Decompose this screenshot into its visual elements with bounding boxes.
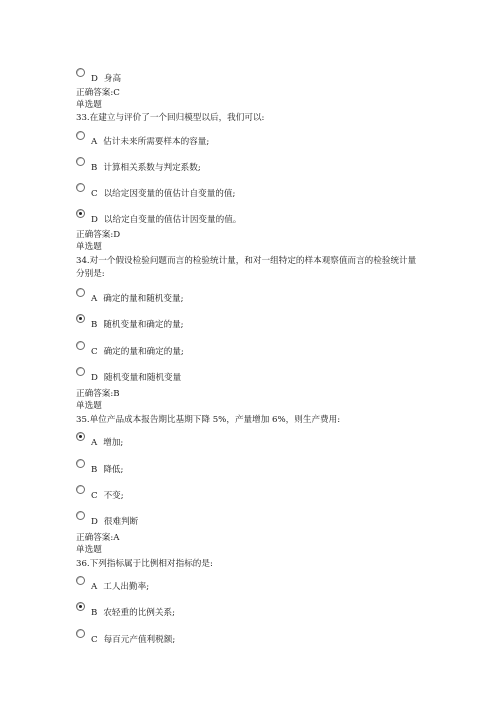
correct-answer: 正确答案:A [76, 533, 120, 543]
option-text: 降低; [103, 465, 124, 475]
radio-button[interactable] [76, 288, 85, 297]
option-letter: D [91, 373, 98, 383]
question-type: 单选题 [76, 242, 102, 252]
option-letter: A [91, 438, 98, 448]
radio-button[interactable] [76, 629, 85, 638]
option-letter: A [91, 137, 98, 147]
radio-button-selected[interactable] [76, 314, 85, 323]
radio-button[interactable] [76, 485, 85, 494]
option-letter: B [91, 320, 98, 330]
option-letter: B [91, 163, 98, 173]
radio-button[interactable] [76, 576, 85, 585]
question-text: 33.在建立与评价了一个回归模型以后，我们可以: [76, 113, 265, 123]
question-type: 单选题 [76, 100, 102, 110]
option-text: 计算相关系数与判定系数; [103, 163, 201, 173]
radio-button-selected[interactable] [76, 209, 85, 218]
question-text: 35.单位产品成本报告期比基期下降 5%，产量增加 6%，则生产费用: [76, 415, 341, 425]
correct-answer: 正确答案:C [76, 88, 120, 98]
option-letter: A [91, 582, 98, 592]
option-text: 以给定自变量的值估计因变量的值。 [103, 215, 242, 225]
radio-button[interactable] [76, 157, 85, 166]
option-text: 增加; [103, 438, 124, 448]
option-letter: C [91, 635, 98, 645]
option-text: 不变; [103, 491, 124, 501]
option-text: 身高 [103, 74, 122, 84]
radio-button-selected[interactable] [76, 432, 85, 441]
option-text: 每百元产值利税额; [103, 635, 176, 645]
option-letter: B [91, 608, 98, 618]
radio-button[interactable] [76, 459, 85, 468]
option-text: 确定的量和确定的量; [103, 347, 184, 357]
option-text: 很难判断 [103, 517, 139, 527]
option-letter: D [91, 74, 98, 84]
option-text: 农轻重的比例关系; [103, 608, 175, 618]
question-text-continued: 分别是: [76, 269, 105, 279]
option-text: 确定的量和随机变量; [103, 294, 184, 304]
radio-button[interactable] [76, 183, 85, 192]
radio-button[interactable] [76, 131, 85, 140]
radio-button-selected[interactable] [76, 602, 85, 611]
option-letter: C [91, 491, 98, 501]
radio-button[interactable] [76, 341, 85, 350]
correct-answer: 正确答案:B [76, 389, 120, 399]
option-text: 随机变量和确定的量; [103, 320, 184, 330]
question-text: 36.下列指标属于比例相对指标的是: [76, 559, 213, 569]
option-text: 工人出勤率; [103, 582, 150, 592]
option-letter: B [91, 465, 98, 475]
option-letter: C [91, 189, 98, 199]
radio-button[interactable] [76, 511, 85, 520]
option-letter: C [91, 347, 98, 357]
option-text: 以给定因变量的值估计自变量的值; [103, 189, 236, 199]
option-text: 估计未来所需要样本的容量; [103, 137, 210, 147]
option-letter: D [91, 215, 98, 225]
question-type: 单选题 [76, 401, 102, 411]
option-text: 随机变量和随机变量 [103, 373, 182, 383]
correct-answer: 正确答案:D [76, 230, 121, 240]
question-type: 单选题 [76, 545, 102, 555]
option-letter: D [91, 517, 98, 527]
radio-button[interactable] [76, 68, 85, 77]
option-letter: A [91, 294, 98, 304]
radio-button[interactable] [76, 367, 85, 376]
question-text: 34.对一个假设检验问题而言的检验统计量，和对一组特定的样本观察值而言的检验统计量 [76, 256, 417, 266]
